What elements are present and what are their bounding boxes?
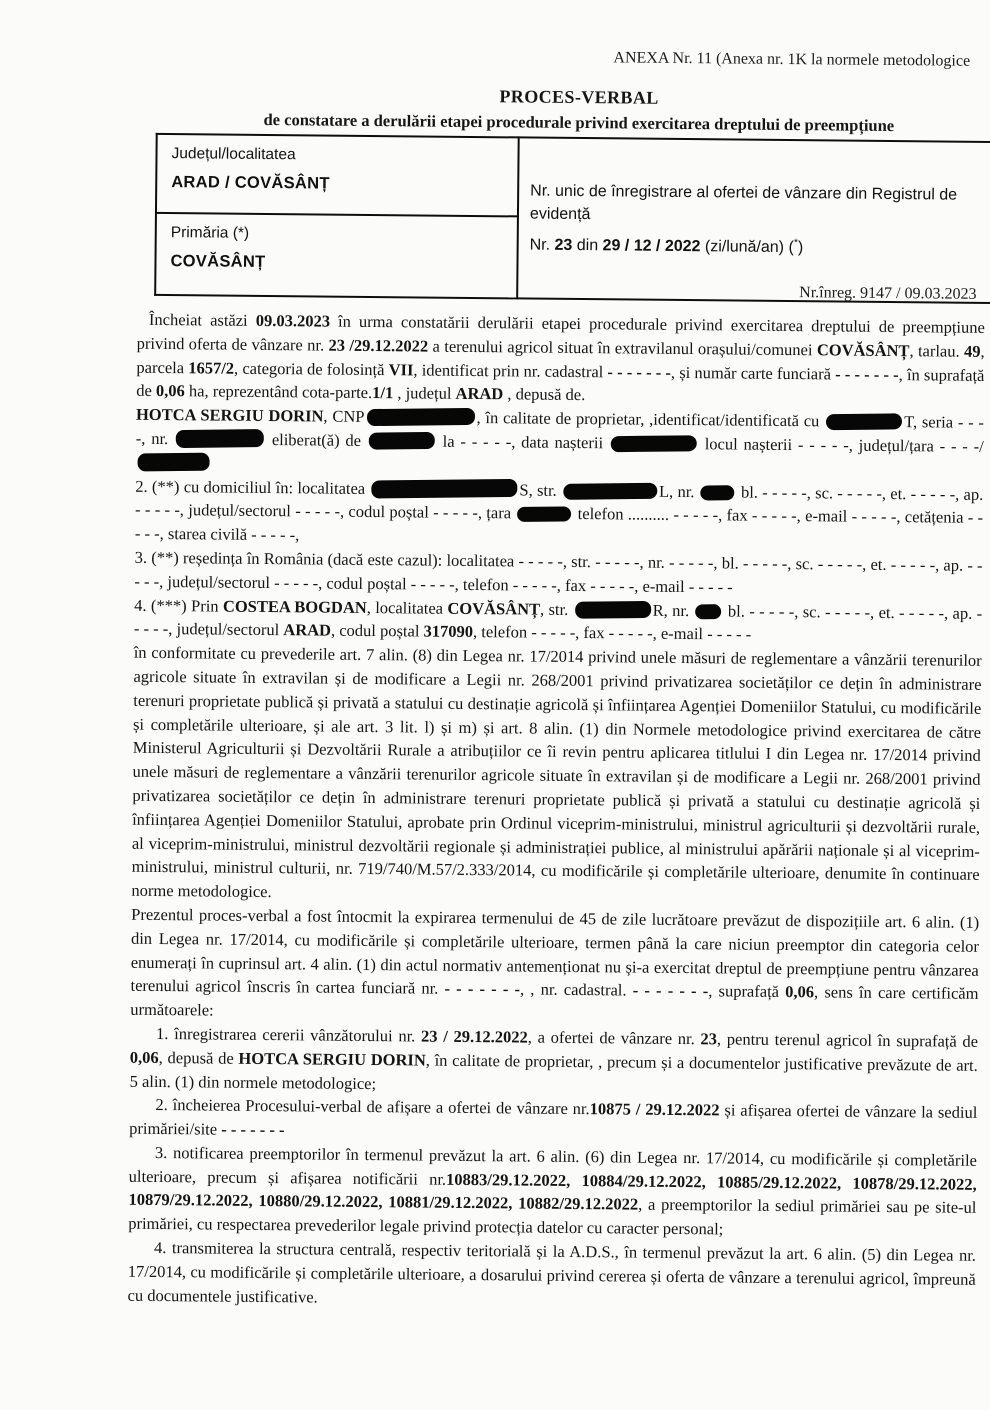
text-run: a terenului agricol situat în extravilanul orașului/comunei [428,336,817,360]
body-paragraph [129,1093,977,1149]
text-run: , telefon - - - - -, fax - - - - -, e-mail - - - - - [472,622,752,645]
cityhall-value: COVĂSÂNȚ [170,252,266,271]
text-run: 4. (***) Prin [134,595,224,616]
text-run: , localitatea [366,597,448,618]
text-run: , depusă de [158,1047,239,1068]
bold-text-run: - - - - - - - [607,361,672,382]
text-run: , a ofertei de vânzare nr. [527,1027,701,1049]
text-run: , suprafață [708,981,786,1002]
text-run: , str. [539,599,573,619]
text-run: ha, reprezentând cota-parte. [184,381,373,403]
text-run: telefon .......... - - - - -, fax - - - - -, e-mail - - - - -, cetățenia - - - - -, starea civilă - - - - -, [134,504,984,545]
bold-text-run: COVĂSÂNȚ [816,340,910,360]
body-paragraph [130,903,979,1030]
bold-text-run: VII [388,359,414,380]
bold-text-run: 29 / 12 / 2022 [602,237,701,256]
body-paragraph [127,1236,976,1316]
text-run: , tarlau. [909,340,965,361]
bold-text-run: - - - - - - - [444,979,521,999]
document-body [127,308,985,1316]
bold-text-run: 0,06 [785,982,815,1002]
text-run: , sens în care certificăm următoarele: [130,982,979,1020]
body-paragraph [130,1022,979,1102]
body-paragraph [128,1141,977,1244]
bold-text-run: COVĂSÂNȚ [447,598,541,619]
anexa-note: ANEXA Nr. 11 (Anexa nr. 1K la normele metodologice [613,49,971,70]
bold-text-run: ARAD [283,620,332,640]
text-run: , categoria de folosință [234,358,389,379]
text-run: S, str. [519,480,562,500]
redaction-bar [176,429,264,448]
bold-text-run: 317090 [423,621,474,642]
bold-text-run: 23 /29.12.2022 [328,335,429,356]
redaction-bar [611,435,697,452]
bold-text-run: HOTCA SERGIU DORIN [135,404,324,426]
text-run: în conformitate cu prevederile art. 7 alin. (8) din Legea nr. 17/2014 privind unele măsuri de reglementare a vânzării terenurilor agricole situate în extravilan și de modificare a Legii nr. 268/2001 privind privatizarea societăților ce dețin în administrare terenuri proprietate publică și privată a statului cu destinație agricolă și înființarea Agenției Domeniilor Statului, cu modificările și completările ulterioare, și ale art. 3 lit. l) și m) și art. 8 alin. (1) din Normele metodologice privind exercitarea de către Ministerul Agriculturii și Dezvoltării Rurale a atribuțiilor ce îi revin pentru aplicarea titlului I din Legea nr. 17/2014 privind unele măsuri de reglementare a vânzării terenurilor agricole situate în extravilan și de modificare a Legii nr. 268/2001 privind privatizarea societăților ce dețin în administrare terenuri proprietate publică și privată a statului cu destinație agricolă și înființarea Agenției Domeniilor Statului, aprobate prin Ordinul viceprim-ministrului, ministrul agriculturii și dezvoltării rurale, al viceprim-ministrului, ministrul dezvoltării regionale și administrației publice, al ministrului apărării naționale și al viceprim-ministrului, ministrul culturii, nr. 719/740/M.57/2.333/2014, cu modificările și completările ulterioare, denumite în continuare norme metodologice. [131,642,982,902]
county-cell [156,134,519,216]
text-run: T, seria - - - -, nr. [135,412,985,449]
text-run: la - - - - -, data nașterii [436,431,610,453]
text-run: și afișarea ofertei de vânzare la sediul primăriei/site [129,1100,978,1139]
registration-number: Nr.înreg. 9147 / 09.03.2023 [799,284,977,303]
bold-text-run: 23 [700,1029,718,1049]
redaction-bar [695,604,721,619]
text-run: , în calitate de proprietar, ,identificat/identificată cu [476,408,825,431]
text-run: (zi/lună/an) ( [700,238,794,257]
offer-label: Nr. unic de înregistrare al ofertei de vânzare din Registrul de evidență [529,182,958,224]
text-run: 2. (**) cu domiciliul în: localitatea [135,476,370,498]
bold-text-run: 23 / 29.12.2022 [420,1026,528,1047]
text-run: , parcela [136,341,985,377]
redaction-bar [575,600,651,618]
text-run: , în suprafață de [136,364,985,401]
text-run: 4. transmiterea la structura centrală, respectiv teritorială și la A.D.S., în termenul prevăzut la art. 6 alin. (5) din Legea nr. 17/2014, cu modificările și completările ulterioare, a dosarului privind cererea și oferta de vânzare a terenului agricol, împreună cu documentele justificative. [127,1238,977,1307]
bold-text-run: 1657/2 [188,357,235,378]
page-subtitle: de constatare a derulării etapei procedurale privind exercitarea dreptului de preempțiune [263,109,895,136]
text-run: , CNP [323,406,365,427]
text-run: Prezentul proces-verbal a fost întocmit la expirarea termenului de 45 de zile lucrătoare prevăzut de dispozițiile art. 6 alin. (1) din Legea nr. 17/2014, cu modificările și completările ulterioare, termen până la care niciun preemptor din categoria celor enumerați în cuprinsul art. 4 alin. (1) din actul normativ antemenționat nu și-a exercitat dreptul de preempțiune pentru vânzarea terenului agricol înscris în cartea funciară nr. [130,904,980,999]
redaction-bar [826,413,902,430]
text-run: , pentru terenul agricol în suprafață de [716,1029,979,1051]
text-run: , identificat prin nr. cadastral [413,360,608,381]
bold-text-run: 0,06 [155,381,185,401]
text-run: eliberat(ă) de [265,429,367,450]
text-run: 1. înregistrarea cererii vânzătorului nr. [155,1023,422,1046]
text-run: , și număr carte funciară [670,362,836,384]
bold-text-run: 10875 / 29.12.2022 [589,1099,720,1120]
bold-text-run: 23 [554,236,573,254]
text-run: , codul poștal [330,620,424,641]
body-paragraph [134,546,982,602]
bold-text-run: - - - - - - - [835,364,899,384]
text-run: locul nașterii - - - - -, județul/țara - - - -/ [698,434,984,456]
text-run: , județul [393,383,456,404]
offer-cell [517,137,990,303]
page-title: PROCES-VERBAL [499,86,659,108]
text-run: , în calitate de proprietar, , precum și a documentelor justificative prevăzute de art. 5 alin. (1) din normele metodologice; [129,1050,978,1093]
text-run: în urma constatării derulării etapei procedurale privind exercitarea dreptului de preempțiune privind oferta de vânzare nr. [136,311,985,355]
redaction-bar [701,485,735,500]
redaction-bar [366,408,474,426]
bold-text-run: - - - - - - - [221,1119,285,1140]
bold-text-run: 49 [963,341,981,361]
bold-text-run: 0,06 [129,1047,159,1067]
text-run: 3. notificarea preemptorilor în termenul prevăzut la art. 6 alin. (6) din Legea nr. 17/2014, cu modificările și completările ulterioare, precum și afișarea notificării nr. [128,1142,977,1189]
body-paragraph [131,641,981,911]
redaction-bar [563,482,657,499]
county-label: Județul/localitatea [171,145,296,164]
text-run: * [793,237,798,249]
body-paragraph [134,593,982,649]
bold-text-run: HOTCA SERGIU DORIN [238,1048,426,1070]
body-paragraph [135,403,984,483]
bold-text-run: ARAD [455,384,504,404]
bold-text-run: COSTEA BOGDAN [222,596,367,617]
text-run: , a preemptorilor la sediul primăriei sau pe site-ul primăriei, cu respectarea prevederilor legale privind protecția datelor cu caracter personal; [128,1195,977,1239]
text-run: Nr. [529,236,555,254]
text-run: 3. (**) reședința în România (dacă este cazul): localitatea - - - - -, str. - - - - -, nr. - - - - -, bl. - - - - -, sc. - - - - -, et. - - - - -, ap. - - - - -, județul/sectorul - - - - -, codul poștal - - - - -, telefon - - - - -, fax - - - - -, e-mail - - - - - [134,547,983,597]
bold-text-run: 09.03.2023 [255,310,331,331]
text-run: L, nr. [658,481,699,501]
text-run: din [572,236,603,255]
bold-text-run: - - - - - - - [632,980,709,1001]
redaction-bar [369,432,435,450]
body-paragraph [136,308,985,411]
offer-value [530,234,990,262]
redaction-bar [137,452,209,471]
bold-text-run: 1/1 [372,383,394,403]
text-run: 2. încheierea Procesului-verbal de afișare a ofertei de vânzare nr. [155,1095,590,1119]
text-run: Încheiat astăzi [148,309,256,330]
text-run: R, nr. [652,600,694,620]
cityhall-label: Primăria (*) [170,224,250,242]
text-run: bl. - - - - -, sc. - - - - -, et. - - - - -, ap. - - - - -, județul/sectorul - - - - -, codul poștal - - - - -, țara [135,482,984,523]
text-run: , depusă de. [503,384,586,405]
bold-text-run: 10883/29.12.2022, 10884/29.12.2022, 10885/29.12.2022, 10878/29.12.2022, 10879/29.12.2022, 10880/29.12.2022, 10881/29.12.2022, 10882/29.12.2022 [128,1169,977,1215]
cityhall-cell [155,213,518,298]
info-table [154,133,990,305]
redaction-bar [371,478,517,498]
redaction-bar [517,507,571,523]
body-paragraph [135,474,984,554]
text-run: ) [797,239,804,257]
county-value: ARAD / COVĂSÂNȚ [171,173,330,193]
text-run: , , nr. cadastral. [519,979,633,1000]
text-run: bl. - - - - -, sc. - - - - -, et. - - - - -, ap. - - - - -, județul/sectorul [133,600,983,640]
